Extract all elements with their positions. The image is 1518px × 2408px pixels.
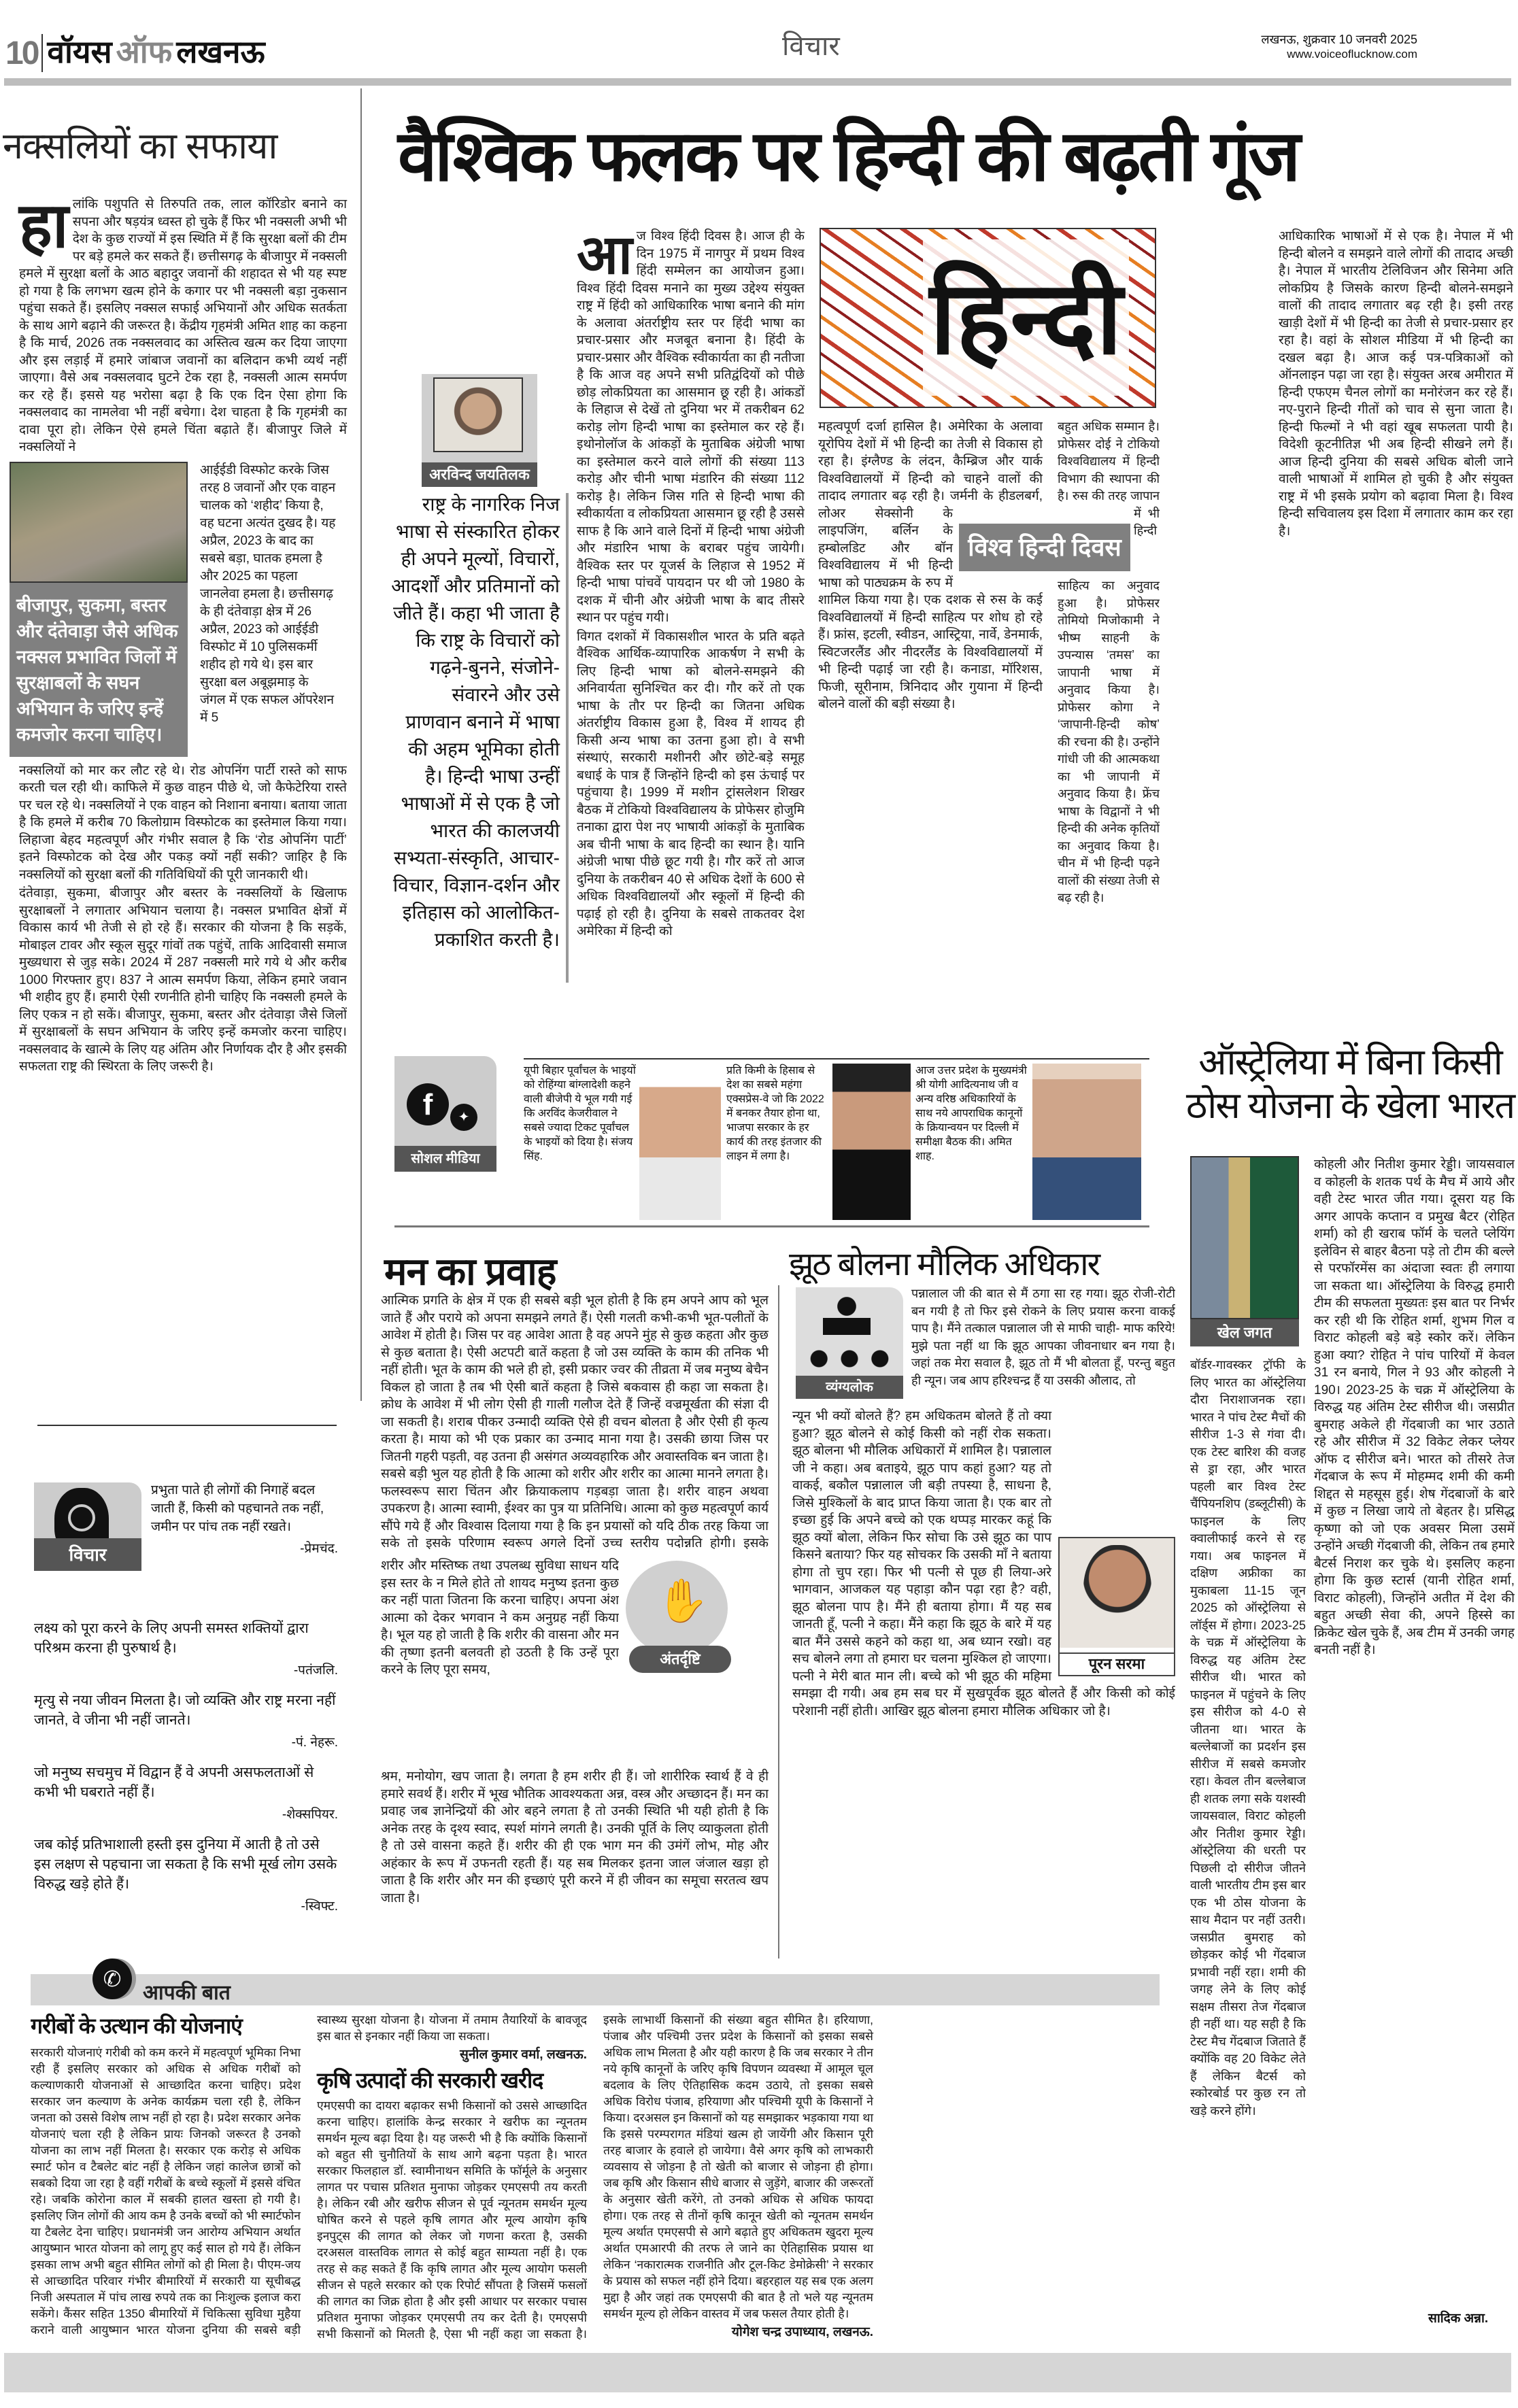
page-number: 10 <box>5 35 38 71</box>
social-post-3: आज उत्तर प्रदेश के मुख्यमंत्री श्री योगी आदित्यनाथ जी व अन्य वरिष्ठ अधिकारियों के साथ नये आपराधिक कानूनों के क्रियान्वयन पर दिल्ली में समीक्षा बैठक की। अमित शाह. <box>915 1065 1027 1162</box>
quotes-list: लक्ष्य को पूरा करने के लिए अपनी समस्त शक्तियों द्वारा परिश्रम करना ही पुरुषार्थ है। -पतंजलि. मृत्यु से नया जीवन मिलता है। जो व्यक्ति और राष्ट्र मरना नहीं जानते, वे जीना भी नहीं जानते। -पं. नेहरू. जो मनुष्य सचमुच में विद्वान हैं वे अपनी असफलताओं से कभी भी घबराते नहीं हैं। -शेक्सपियर. जब कोई प्रतिभाशाली हस्ती इस दुनिया में आती है तो उसे इस लक्षण से पहचाना जा सकता है कि सभी मूर्ख लोग उसके विरुद्ध खड़े होते हैं। -स्विफ्ट. <box>34 1621 338 1914</box>
post-author: संजय सिंह. <box>524 1136 633 1162</box>
masthead-divider <box>41 34 43 72</box>
politician-photo-3 <box>1032 1064 1141 1220</box>
mind-body: आत्मिक प्रगति के क्षेत्र में एक ही सबसे बड़ी भूल होती है कि हम अपने आप को भूल जाते हैं और पराये को अपना समझने लगते हैं। ऐसी गलती कभी-कभी भूत-पलीतों के आवेश में होती है। जिस पर वह आवेश आता है वह अपने मुंह से कुछ कहता और कुछ से कुछ बताता है। ऐसी अटपटी बातें कहता है जो उस व्यक्ति के काम की तनिक भी नहीं होती। भूत के काम की भले ही हो, इसी प्रकार ज्वर की तीव्रता में जब मनुष्य बेचैन विकल हो जाता है तब भी ऐसी बातें कहता है जिसे बकवास ही कहा जा सकता है। क्रोध के आवेश में भी लोग ऐसी ही गाली गलौज देते हैं जिन्हें वज्रमूर्खता की संज्ञा दी जा सकती है। शराब पीकर उन्मादी व्यक्ति ऐसे ही वचन बोलता है और ऐसी ही कृत्य करता है। माया को भी एक प्रकार का उन्माद माना गया है। उसकी छाया जिस पर जितनी गहरी पड़ती, वह उतना ही असंगत अव्यवहारिक और अवास्तविक बन जाता है। सबसे बड़ी भुल यह होती है कि आत्मा को शरीर और शरीर का आत्मा मानने लगता है। फलस्वरूप सारा चिंतन और क्रियाकलाप गड़बड़ा जाता है। शरीर वाहन अथवा उपकरण है। आत्मा स्वामी, ईश्वर का पुत्र या प्रतिनिधि। आत्मा को कुछ महत्वपूर्ण कार्य सौंपे गये हैं और विश्वास दिलाया गया है कि इन प्रयासों को यदि ठीक तरह किया जा सके तो इसके परिणाम स्वरूप अगले दिनों उच्च स्तरीय पदोन्नति होगी। इसके <box>381 1293 769 1550</box>
insight-icon-bg <box>626 1561 728 1656</box>
quote-1: प्रभुता पाते ही लोगों की निगाहें बदल जाती हैं, किसी को पहचानते तक नहीं, जमीन पर पांच तक नहीं रखते। -प्रेमचंद. <box>151 1483 338 1556</box>
lead-col-2: महत्वपूर्ण दर्जा हासिल है। अमेरिका के अलावा यूरोपिय देशों में भी हिन्दी का तेजी से विकास हो रहा है। इंग्लैण्ड के लंदन, कैम्ब्रिज और यार्क विश्वविद्यालयों में हिन्दी को चाहने वालों की तादाद लगातार बढ़ रही है। जर्मनी के हीडलबर्ग, लोअर सेक्सोनी के लाइपजिंग, बर्लिन के हम्बोलडिट और बॉन विश्वविद्यालय में भी हिन्दी भाषा को पाठ्यक्रम के रुप में शामिल किया गया है। एक दशक से रुस के कई विश्वविद्यालयों में हिन्दी साहित्य पर शोध हो रहे हैं। फ्रांस, इटली, स्वीडन, आस्ट्रिया, नार्वे, डेनमार्क, स्विटजरलैंड और नीदरलैंड के विश्वविद्यालयों में भी हिन्दी पढ़ाई जा रही है। कनाडा, मॉरिशस, फिजी, सूरीनाम, त्रिनिदाद और गुयाना में हिन्दी बोलने वालों की बड़ी संख्या है। <box>818 420 1043 711</box>
satire-intro: पन्नालाल जी की बात से मैं ठगा सा रह गया। झूठ रोजी-रोटी बन गयी है तो फिर इसे रोकने के लिए प्रयास करना वाकई पाप है। मैंने तत्काल पन्नालाल जी से माफी चाही- माफ करिये! मुझे पता नहीं था कि झूठ आपका जीवनाधार बन गया है। जहां तक मेरा सवाल है, झूठ तो मैं भी बोलता हूँ, परन्तु बहुत ही न्यून। जब आप हरिश्चन्द्र हैं या उसकी औलाद, तो <box>911 1287 1175 1387</box>
hindi-word: हिन्दी <box>923 239 1129 396</box>
post-author: अमित शाह. <box>915 1136 1012 1162</box>
naxal-body: नक्सलियों को मार कर लौट रहे थे। रोड ओपनिंग पार्टी रास्ते को साफ करती चल रही थी। काफिले में कुछ वाहन पीछे थे, जो कैफेटेरिया रास्ते पर चल रहे थे। नक्सलियों ने एक वाहन को निशाना बनाया। बताया जाता है कि हमले में करीब 70 किलोग्राम विस्फोटक का इस्तेमाल किया गया। लिहाजा बेहद महत्वपूर्ण और गंभीर सवाल है कि ‘रोड ओपनिंग पार्टी’ इतने विस्फोटक को देख और पकड़ क्यों नहीं सकी? जाहिर है कि नक्सलियों को सुरक्षा बलों की गतिविधियों की पूरी जानकारी थी। दंतेवाड़ा, सुकमा, बीजापुर और बस्तर के नक्सलियों के खिलाफ सुरक्षाबलों ने लगातार अभियान चलाया है। नक्सल प्रभावित क्षेत्रों में विकास कार्य भी तेजी से हो रहे हैं। सरकार की योजना है कि सड़कें, मोबाइल टावर और स्कूल सुदूर गांवों तक पहुंचें, ताकि आदिवासी समाज मुख्यधारा से जुड़ सके। 2024 में 287 नक्सली मारे गये थे और करीब 1000 गिरफ्तार हुए। 837 ने आत्म समर्पण किया, लेकिन हमारे जवान भी शहीद हुए हैं। हमारी ऐसी रणनीति होनी चाहिए कि नक्सली हमले के लिए एकत्र न हो सकें। बीजापुर, सुकमा, बस्तर और दंतेवाड़ा जैसे जिलों में सुरक्षाबलों के सघन अभियान के जरिए इन्हें कमजोर करना चाहिए। नक्सलवाद के खात्मे के लिए यह अंतिम और निर्णायक दौर है और इसकी सफलता राष्ट्र की स्थिरता के लिए जरूरी है। <box>19 763 347 1074</box>
quote-author: -स्विफ्ट. <box>301 1899 338 1914</box>
letter-1-title: गरीबों के उत्थान की योजनाएं <box>31 2014 242 2038</box>
naxal-side-text: आईईडी विस्फोट करके जिस तरह 8 जवानों और एक वाहन चालक को ‘शहीद’ किया है, वह घटना अत्यंत दुखद है। यह अप्रैल, 2023 के बाद का सबसे बड़ा, घातक हमला है और 2025 का पहला जानलेवा हमला है। छत्तीसगढ़ के ही दंतेवाड़ा क्षेत्र में 26 अप्रैल, 2023 को आईईडी विस्फोट में 10 पुलिसकर्मी शहीद हो गये थे। इस बार सुरक्षा बल अबूझमाड़ के जंगल में एक सफल ऑपरेशन में 5 <box>200 462 336 725</box>
lead-col-4: आधिकारिक भाषाओं में से एक है। नेपाल में भी हिन्दी बोलने व समझने वाले लोगों की तादाद अच्छी है। नेपाल में भारतीय टेलिविजन और सिनेमा अति लोकप्रिय है जिसके कारण हिन्दी बोलने-समझने वालों की तादाद लगातार बढ़ रही है। इसी तरह खाड़ी देशों में भी हिन्दी का तेजी से प्रचार-प्रसार हर रहा है। वहां के सोशल मीडिया में भी हिन्दी का दखल बढ़ा है। आज कई पत्र-पत्रिकाओं को ऑनलाइन पढ़ा जा रहा है। संयुक्त अरब अमीरात में हिन्दी एफएम चैनल लोगों का मनोरंजन कर रहे हैं। नए-पुराने हिन्दी गीतों को चाव से सुना जाता है। हिन्दी फिल्मों ने भी वहां खूब सफलता पायी है। विदेशी कूटनीतिज्ञ भी अब हिन्दी सीखने लगे हैं। आज हिन्दी दुनिया की सबसे अधिक बोली जाने वाली भाषाओं में शामिल हो चुकी है और संयुक्त राष्ट्र में भी इसके प्रयोग को बढ़ावा मिला है। विश्व हिन्दी सचिवालय इस दिशा में लगातार काम कर रहा है। <box>1279 229 1513 539</box>
mind-body-3: श्रम, मनोयोग, खप जाता है। लगता है हम शरीर ही हैं। जो शारीरिक स्वार्थ हैं वे ही हमारे सवर्थ हैं। शरीर में भूख भौतिक आवश्यकता अन्न, वस्त्र और अच्छादन हैं। मन का प्रवाह जब ज्ञानेन्द्रियों की ओर बहने लगता है तो उनकी स्थिति भी यही होती है कि अनेक तरह के दृश्य स्वाद, स्पर्श मांगने लगती है। उनकी पूर्ति के लिए व्याकुलता होती है तो उसे वासना कहते हैं। शरीर की ही एक भाग मन की उमंगें लोभ, मोह और अहंकार के रूप में उफनती रहती हैं। यह सब मिलकर इतना जाल जंजाल खड़ा हो जाता है कि शरीर और मन की इच्छाएं पूरी करने में ही जीवन का समूचा सरतत्व खप जाता है। <box>381 1769 769 1905</box>
letter-1-signature: सुनील कुमार वर्मा, लखनऊ. <box>460 2048 587 2062</box>
website[interactable]: www.voiceoflucknow.com <box>1287 48 1417 61</box>
social-bottom-rule <box>394 1225 1149 1227</box>
letter-2-title: कृषि उत्पादों की सरकारी खरीद <box>317 2068 543 2092</box>
sports-signature: सादिक अन्ना. <box>1428 2311 1489 2326</box>
dateline: लखनऊ, शुक्रवार 10 जनवरी 2025 <box>1261 33 1417 46</box>
sports-col-a: कोहली और नितीश कुमार रेड्डी। जायसवाल व कोहली के शतक पर्थ के मैच में आये और वही टेस्ट भारत जीत गया। दूसरा यह कि अगर आपके कप्तान व प्रमुख बैटर (रोहित शर्मा) को ही खराब फॉर्म के चलते प्लेयिंग इलेविन से बाहर बैठना पड़े तो टीम की बल्ले से परफॉरमेंस का अंदाजा स्वतः ही लगाया जा सकता था। ऑस्ट्रेलिया के विरुद्ध हमारी टीम की सफलता मुख्यतः इस बात पर निर्भर कर रही थी कि रोहित शर्मा, शुभम गिल व विराट कोहली बड़े बड़े स्कोर करें। लेकिन हुआ क्या? रोहित ने पांच पारियों में केवल 31 रन बनाये, गिल ने 93 और कोहली ने 190। 2023-25 के चक्र में ऑस्ट्रेलिया के विरुद्ध यह अंतिम टेस्ट सीरीज थी। जसप्रीत बुमराह अकेले ही गेंदबाजी का भार उठाते रहे और सीरीज में 32 विकेट लेकर प्लेयर ऑफ द सीरीज बने। भारत को तीसरे तेज गेंदबाज के रूप में मोहम्मद शमी की कमी शिद्दत से महसूस हुई। शेष गेंदबाजों के बारे में कुछ न लिखा जाये तो बेहतर है। प्रसिद्ध कृष्णा को जो एक अवसर मिला उसमें उन्होंने अच्छी गेंदबाजी की, लेकिन तब हमारे बैटर्स निराश कर चुके थे। इसलिए कहना होगा कि कुछ स्टार्स (यानी रोहित शर्मा, विराट कोहली), जिन्होंने अतीत में देश की बहुत अच्छी सेवा की, अपने हिस्से का क्रिकेट खेल चुके हैं, अब टीम में उनकी जगह बनती नहीं है। <box>1314 1157 1515 1657</box>
quote-author: -पं. नेहरू. <box>291 1735 338 1750</box>
thoughts-top-rule <box>37 1425 337 1426</box>
satire-label: व्यंग्यलोक <box>796 1376 903 1399</box>
social-media-label: सोशल मीडिया <box>394 1146 496 1172</box>
social-post-1: यूपी बिहार पूर्वांचल के भाइयों को रोहिंग्या बांग्लादेशी कहने वाली बीजेपी ये भूल गयी गई कि अरविंद केजरीवाल ने सबसे ज्यादा टिकट पूर्वांचल के भाइयों को दिया है। संजय सिंह. <box>524 1065 636 1162</box>
naxal-feature-left <box>10 462 188 757</box>
column-divider <box>778 1285 779 1958</box>
lead-headline: वैश्विक फलक पर हिन्दी की बढ़ती गूंज <box>398 117 1298 196</box>
sports-col-b: बॉर्डर-गावस्कर ट्रॉफी के लिए भारत का ऑस्ट्रेलिया दौरा निराशाजनक रहा। भारत ने पांच टेस्ट मैचों की सीरीज 1-3 से गंवा दी। एक टेस्ट बारिश की वजह से ड्रा रहा, और भारत पहली बार विश्व टेस्ट चैंपियनशिप (डब्लूटीसी) के फाइनल के लिए क्वालीफाई करने से रह गया। अब फाइनल में दक्षिण अफ्रीका का मुकाबला 11-15 जून 2025 को ऑस्ट्रेलिया से लॉर्ड्स में होगा। 2023-25 के चक्र में ऑस्ट्रेलिया के विरुद्ध यह अंतिम टेस्ट सीरीज थी। भारत को फाइनल में पहुंचने के लिए इस सीरीज को 4-0 से जीतना था। भारत के बल्लेबाजों का प्रदर्शन इस सीरीज में सबसे कमजोर रहा। केवल तीन बल्लेबाज ही शतक लगा सके यशस्वी जायसवाल, विराट कोहली और नितीश कुमार रेड्डी। ऑस्ट्रेलिया की धरती पर पिछली दो सीरीज जीतने वाली भारतीय टीम इस बार एक भी ठोस योजना के साथ मैदान पर नहीं उतरी। जसप्रीत बुमराह को छोड़कर कोई भी गेंदबाज प्रभावी नहीं रहा। शमी की जगह लेने के लिए कोई सक्षम तीसरा तेज गेंदबाज ही नहीं था। यह सही है कि टेस्ट मैच गेंदबाज जिताते हैं क्योंकि वह 20 विकेट लेते हैं लेकिन बैटर्स को स्कोरबोर्ड पर कुछ रन तो खड़े करने होंगे। <box>1190 1358 1306 2118</box>
section-title: विचार <box>782 31 840 61</box>
masthead-word-1: वॉयस <box>47 34 112 69</box>
mind-body-2: शरीर और मस्तिष्क तथा उपलब्ध सुविधा साधन यदि इस स्तर के न मिले होते तो शायद मनुष्य इतना कुछ कर नहीं पाता जितना कि करना चाहिए। अपना अंश आत्मा को देकर भगवान ने कम अनुग्रह नहीं किया है। भूल यह हो जाती है कि शरीर की वासना और मन की तृष्णा इतनी बलवती हो उठती है कि उन्हें पूरा करने के लिए पूरा समय, <box>381 1559 619 1677</box>
quote-author: -प्रेमचंद. <box>300 1542 338 1556</box>
lead-col-1: आ ज विश्व हिंदी दिवस है। आज ही के दिन 1975 में नागपुर में प्रथम विश्व हिंदी सम्मेलन का आयोजन हुआ। विश्व हिंदी दिवस मनाने का मुख्य उद्देश्य संयुक्त राष्ट्र में हिंदी को आधिकारिक भाषा बनाने की मांग के अलावा अंतर्राष्ट्रीय स्तर पर हिंदी भाषा का प्रचार-प्रसार और मजबूत बनाना है। हिंदी के प्रचार-प्रसार और वैश्विक स्वीकार्यता का ही नतीजा है कि आज वह अपने सभी प्रतिद्वंदियों को पीछे छोड़ लोकप्रियता का आसमान छू रही है। आंकडों के लिहाज से देखें तो दुनिया भर में तकरीबन 62 करोड़ लोग हिन्दी भाषा का इस्तेमाल कर रहे हैं। इथोनोलॉज के आंकड़ों के मुताबिक अंग्रेजी भाषा का इस्तेमाल करने वाले लोगों की संख्या 113 करोड़ और चीनी भाषा मंडारिन की संख्या 112 करोड़ है। लेकिन जिस गति से हिन्दी भाषा की स्वीकार्यता व लोकप्रियता आसमान छू रही है उससे साफ है कि आने वाले दिनों में हिन्दी भाषा अंग्रेजी और मंडारिन भाषा के बराबर पहुंच जायेगी। वैश्विक स्तर पर यूजर्स के लिहाज से 1952 में हिन्दी भाषा पांचवें पायदान पर थी जो 1980 के दशक में चीनी और अंग्रेजी भाषा के बाद तीसरे स्थान पर पहुंच गयी। विगत दशकों में विकासशील भारत के प्रति बढ़ते वैश्विक आर्थिक-व्यापारिक आकर्षण ने सभी के लिए हिन्दी भाषा को बोलने-समझने की अनिवार्यता सुनिश्चित कर दी। गौर करें तो एक भाषा के तौर पर हिन्दी का जितना अधिक अंतर्राष्ट्रीय विकास हुआ है, विश्व में शायद ही किसी अन्य भाषा का उतना हुआ हो। वे सभी संस्थाएं, सरकारी मशीनरी और छोटे-बड़े समूह बधाई के पात्र हैं जिन्होंने हिन्दी को इस ऊंचाई पर पहुंचाया है। 1999 में मशीन ट्रांसलेशन शिखर बैठक में टोकियो विश्वविद्यालय के प्रोफेसर होजुमि तनाका द्वारा पेश नए भाषायी आंकड़ों के मुताबिक अब चीनी भाषा के बाद हिन्दी का स्थान है। यानि अंग्रेजी भाषा पीछे छूट गयी है। गौर करें तो आज दुनिया के तकरीबन 40 से अधिक देशों के 600 से अधिक विश्वविद्यालयों और स्कूलों में हिन्दी की पढ़ाई हो रही है। दुनिया के सबसे ताकतवर देश अमेरिका में हिन्दी को <box>577 228 805 938</box>
naxal-column <box>10 191 347 1400</box>
naxal-title: नक्सलियों का सफाया <box>3 126 277 167</box>
thought-label: विचार <box>34 1538 141 1571</box>
satirist-name: पूरन सरमा <box>1060 1652 1174 1673</box>
lead-col-3: बहुत अधिक सम्मान है। प्रोफेसर दोई ने टोकियो विश्वविद्यालय में हिन्दी विभाग की स्थापना की है। रुस की तरह जापान में भी हिन्दी साहित्य का अनुवाद हुआ है। प्रोफेसर तोमियो मिजोकामी ने भीष्म साहनी के उपन्यास ‘तमस’ का जापानी भाषा में अनुवाद किया है। प्रोफेसर कोगा ने ‘जापानी-हिन्दी कोष’ की रचना की है। उन्होंने गांधी जी की आत्मकथा का भी जापानी में अनुवाद किया है। फ्रेंच भाषा के विद्वानों ने भी हिन्दी की अनेक कृतियों का अनुवाद किया है। चीन में भी हिन्दी पढ़ने वालों की संख्या तेजी से बढ़ रही है। <box>1058 420 1160 904</box>
naxal-attack-photo <box>10 462 188 583</box>
quote-author: -पतंजलि. <box>293 1663 338 1678</box>
hamsa-hand-icon: ✋ <box>656 1578 709 1625</box>
author-photo <box>433 377 523 452</box>
satire-title: झूठ बोलना मौलिक अधिकार <box>789 1247 1100 1283</box>
sports-label: खेल जगत <box>1190 1319 1299 1346</box>
cricket-trophy-photo <box>1190 1156 1299 1319</box>
letter-2-signature: योगेश चन्द्र उपाध्याय, लखनऊ. <box>731 2325 873 2339</box>
author-photo-box <box>1058 1537 1175 1676</box>
satirist-photo <box>1083 1545 1151 1640</box>
social-post-2: प्रति किमी के हिसाब से देश का सबसे महंगा एक्सप्रेस-वे जो कि 2022 में बनकर तैयार होना था, भाजपा सरकार के हर कार्य की तरह इंतजार की लाइन में लगा है। <box>726 1065 824 1162</box>
letters-label: आपकी बात <box>143 1982 231 2004</box>
letter-2-body: एमएसपी का दायरा बढ़ाकर सभी किसानों को उससे आच्छादित करना चाहिए। हालांकि केन्द्र सरकार ने खरीफ का न्यूनतम समर्थन मूल्य बढ़ा दिया है। यह जरूरी भी है कि क्योंकि किसानों को बहुत सी चुनौतियों के साथ आगे बढ़ना पड़ता है। भारत सरकार फिलहाल डॉ. स्वामीनाथन समिति के फॉर्मूले के अनुसार लागत पर पचास प्रतिशत मुनाफा जोड़कर एमएसपी तय करती है। लेकिन रबी और खरीफ सीजन से पूर्व न्यूनतम समर्थन मूल्य घोषित करने से पहले कृषि लागत और मूल्य आयोग कृषि इनपुट्स की लागत को लेकर जो गणना करता है, उसकी दरअसल वास्तविक लागत से कोई बहुत साम्यता नहीं है। एक तरह से कह सकते हैं कि कृषि लागत और मूल्य आयोग फसली सीजन से पहले सरकार को एक रिपोर्ट सौंपता है जिसमें फसलों की लागत का जिक्र होता है और इसी आधार पर सरकार पचास प्रतिशत मुनाफा जोड़कर एमएसपी तय कर देती है। एमएसपी सभी किसानों को मिलती है, ऐसा भी नहीं कहा जा सकता है। इसके लाभार्थी किसानों की संख्या बहुत सीमित है। हरियाणा, पंजाब और पश्चिमी उत्तर प्रदेश के किसानों को इसका सबसे अधिक लाभ मिलता है और यही कारण है कि जब सरकार ने तीन नये कृषि कानूनों के जरिए कृषि विपणन व्यवस्था में आमूल चूल बदलाव के लिए ऐतिहासिक कदम उठाये, तो इसका सबसे अधिक विरोध पंजाब, हरियाणा और पश्चिमी यूपी के किसानों ने किया। दरअसल इन किसानों को यह समझाकर भड़काया गया था कि इससे परम्परागत मंडियां खत्म हो जायेंगी और किसान पूरी तरह बाजार के हवाले हो जायेगा। वैसे अगर कृषि को लाभकारी व्यवसाय से जोड़ना है तो खेती को बाजार से जोड़ना ही होगा। जब कृषि और किसान सीधे बाजार से जुड़ेंगे, बाजार की जरूरतों के अनुसार खेती करेंगे, तो उनको अधिक से अधिक फायदा होगा। एक तरह से तीनों कृषि कानून खेती को न्यूनतम समर्थन मूल्य अर्थात एमएसपी से आगे बढ़ाते हुए अधिकतम खुदरा मूल्य अर्थात एमआरपी की तरफ ले जाने का ऐतिहासिक प्रयास था लेकिन ‘नकारात्मक राजनीति और टूल-किट डेमोक्रेसी’ ने सरकार के प्रयास को सफल नहीं होने दिया। बहरहाल यह सब एक अलग मुद्दा है और जहां तक एमएसपी की बात है तो भले यह न्यूनतम समर्थन मूल्य हो लेकिन वास्तव में जब फसल तैयार होती है। <box>317 2013 873 2341</box>
header-bar <box>4 78 1511 86</box>
phone-bubble-icon: ✆ <box>92 1958 132 1999</box>
politician-photo-2 <box>832 1064 911 1220</box>
letter-1-body: सरकारी योजनाएं गरीबी को कम करने में महत्वपूर्ण भूमिका निभा रही हैं इसलिए सरकार को अधिक से अधिक गरीबों को कल्याणकारी योजनाओं से आच्छादित करना चाहिए। प्रदेश सरकार जन कल्याण के अनेक कार्यक्रम चला रही है, लेकिन जनता को उससे विशेष लाभ नहीं हो रहा है। प्रदेश सरकार अनेक योजनाएं चला रही है लेकिन प्रायः जिनको जरूरत है उनको योजना का लाभ नहीं मिलता है। सरकार एक करोड़ से अधिक स्मार्ट फोन व टैबलेट बांट नहीं है लेकिन जहां कालेज छात्रों को सबको दिया जा रहा है वहीं गरीबों के बच्चे स्कूलों में इससे वंचित रहे। जबकि कोरोना काल में सबकी हालत खस्ता हो गयी है। इसलिए जिन लोगों की आय कम है उनके बच्चों को भी स्मार्टफोन या टैबलेट देना चाहिए। प्रधानमंत्री जन आरोग्य अभियान अर्थात आयुष्मान भारत योजना को लागू हुए कई साल हो गये हैं। लेकिन इसका लाभ अभी बहुत सीमित लोगों को ही मिला है। पीएम-जय से आच्छादित परिवार गंभीर बीमारियों में सरकारी या सूचीबद्ध निजी अस्पताल में पांच लाख रुपये तक का निःशुल्क इलाज करा सकेंगे। कैंसर सहित 1350 बीमारियों में चिकित्सा सुविधा मुहैया कराने वाली आयुष्मान भारत योजना दुनिया की सबसे बड़ी स्वास्थ्य सुरक्षा योजना है। योजना में तमाम तैयारियों के बावजूद इस बात से इनकार नहीं किया जा सकता। <box>31 2013 587 2337</box>
sports-headline: ऑस्ट्रेलिया में बिना किसी ठोस योजना के खेला भारत <box>1185 1042 1515 1126</box>
author-name: अरविन्द जयतिलक <box>422 462 537 487</box>
satire-body: पूरन सरमा न्यून भी क्यों बोलते हैं? हम अधिकतम बोलते हैं तो क्या हुआ? झूठ बोलने से कोई किसी को नहीं रोक सकता। झूठ बोलना भी मौलिक अधिकारों में शामिल है। पन्नालाल जी ने कहा। अब बताइये, झूठ पाप कहां हुआ? यह तो वाकई, बकौल पन्नालाल जी बड़ी तपस्या है, साधना है, जिसे मुश्किलों के बाद प्राप्त किया जाता है। एक बार तो इच्छा हुई कि अपने बच्चे को एक थप्पड़ मारकर कहूं कि झूठ क्यों बोला, लेकिन फिर सोचा कि उसे झूठ का पाप किसने बताया? फिर यह सोचकर कि उसकी माँ ने बताया होगा तो चुप रहा। फिर भी पत्नी से पूछ ही लिया-अरे भागवान, आजकल यह पहाड़ा कौन पढ़ा रहा है? वही, झूठ बोलना पाप है। मैंने ही बताया होगा। मैं यह सब जानती हूँ, पत्नी ने कहा। मैंने कहा कि झूठ के बारे में यह बात मैंने उससे कहने को कहा था, अब ध्यान रखो। वह सच बोलने लगा तो हमारा घर चलना मुश्किल हो जाएगा। पत्नी ने मेरी बात मान ली। बच्चे को भी झूठ की महिमा समझा दी गयी। अब हम सब घर में सुखपूर्वक झूठ बोलते हैं और किसी को कोई परेशानी नहीं होती। आखिर झूठ बोलना हमारा मौलिक अधिकार जो है। <box>792 1409 1175 1718</box>
masthead <box>5 24 265 72</box>
hindi-collage-image <box>820 228 1156 408</box>
pull-quote-rule <box>566 493 569 983</box>
letters-body <box>31 2012 1160 2349</box>
lead-drop-cap: आ <box>577 228 632 285</box>
politician-photo-1 <box>639 1064 721 1220</box>
footer-bar <box>4 2353 1511 2392</box>
naxal-pull-quote: बीजापुर, सुकमा, बस्तर और दंतेवाड़ा जैसे अधिक नक्सल प्रभावित जिलों में सुरक्षाबलों के सघन अभियान के जरिए इन्हें कमजोर करना चाहिए। <box>10 583 188 757</box>
facebook-icon: f <box>407 1083 449 1125</box>
mind-ring-icon <box>68 1504 95 1531</box>
twitter-icon: ✦ <box>450 1104 477 1131</box>
column-divider <box>360 88 362 1401</box>
quote-author: -शेक्सपियर. <box>282 1808 338 1822</box>
insight-label: अंतर्दृष्टि <box>629 1646 731 1673</box>
drop-cap: हा <box>19 191 69 260</box>
audience-icon <box>806 1349 893 1369</box>
naxal-intro: हा लांकि पशुपति से तिरुपति तक, लाल कॉरिडोर बनाने का सपना और षड़यंत्र ध्वस्त हो चुके हैं फिर भी नक्सली अभी भी देश के कुछ राज्यों में इस स्थिति में हैं कि सुरक्षा बलों की टीम पर बड़े हमले कर सकते हैं। छत्तीसगढ़ के बीजापुर में नक्सली हमले में सुरक्षा बलों के आठ बहादुर जवानों की शहादत से भी यह स्पष्ट हो गया है कि लगभग खत्म होने के कगार पर भी नक्सली बड़ा नुकसान पहुंचा सकते हैं। इसलिए नक्सल सफाई अभियानों और अधिक सतर्कता के साथ आगे बढ़ाने की जरूरत है। केंद्रीय गृहमंत्री अमित शाह का कहना है कि मार्च, 2026 तक नक्सलवाद का अस्तित्व खत्म कर दिया जाएगा और इस लड़ाई में हमारे जांबाज जवानों का बलिदान कभी व्यर्थ नहीं जाएगा। वैसे अब नक्सलवाद घुटने टेक रहा है, नक्सली आत्म समर्पण कर रहे हैं। इससे यह भरोसा बढ़ा है कि एक दिन ऐसा होगा कि नक्सलवाद का नामलेवा भी नहीं बचेगा। देश चाहता है कि गृहमंत्री का दावा पूरा हो। लेकिन ऐसे हमले चिंता बढ़ाते हैं। बीजापुर जिले में नक्सलियों ने <box>19 191 347 454</box>
naxal-feature-row <box>10 462 347 757</box>
masthead-word-2: ऑफ <box>116 34 173 69</box>
mind-title: मन का प्रवाह <box>384 1250 556 1293</box>
world-hindi-day-label: विश्व हिन्दी दिवस <box>959 524 1130 571</box>
masthead-word-3: लखनऊ <box>176 34 265 69</box>
lead-pull-quote: राष्ट्र के नागरिक निज भाषा से संस्कारित होकर ही अपने मूल्यों, विचारों, आदर्शों और प्रतिमानों को जीते हैं। कहा भी जाता है कि राष्ट्र के विचारों को गढ़ने-बुनने, संजोने-संवारने और उसे प्राणवान बनाने में भाषा की अहम भूमिका होती है। हिन्दी भाषा उन्हीं भाषाओं में से एक है जो भारत की कालजयी सभ्यता-संस्कृति, आचार-विचार, विज्ञान-दर्शन और इतिहास को आलोकित-प्रकाशित करती है। <box>391 494 560 950</box>
social-top-rule <box>524 1058 1149 1059</box>
